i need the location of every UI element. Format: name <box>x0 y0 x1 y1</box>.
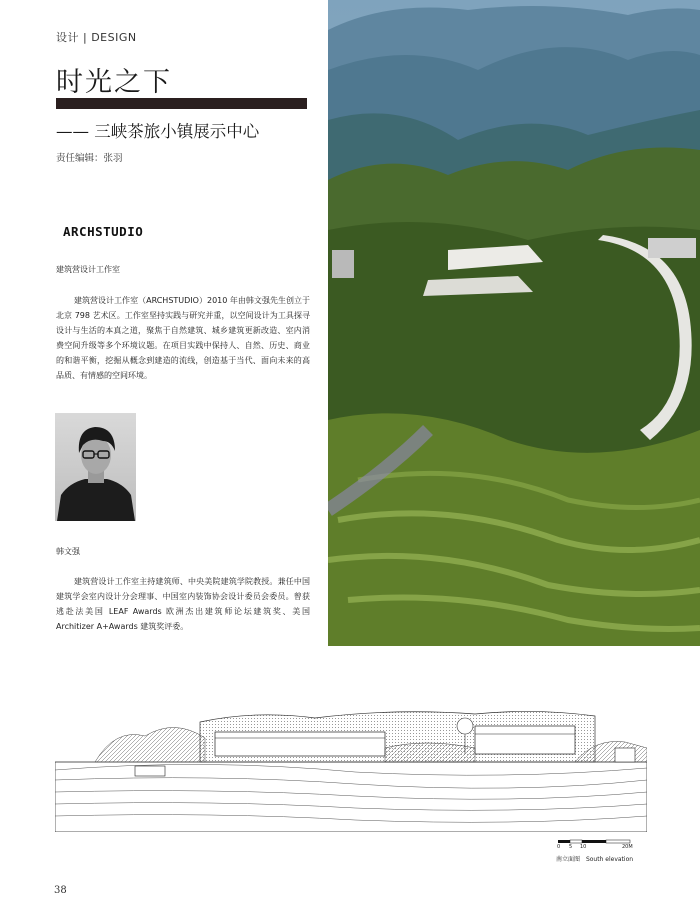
scale-caption-cn: 南立面图 <box>556 856 581 863</box>
page-number: 38 <box>54 885 67 896</box>
scale-tick: 0 <box>557 844 561 850</box>
scale-tick: 10 <box>580 844 587 850</box>
article-subtitle: —— 三峡茶旅小镇展示中心 <box>56 122 260 141</box>
architect-name: 韩文强 <box>56 547 80 556</box>
scale-caption-en: South elevation <box>585 856 634 863</box>
architect-portrait <box>55 413 136 521</box>
section-tag: 设计 | DESIGN <box>56 31 137 44</box>
studio-description: 建筑营设计工作室（ARCHSTUDIO）2010 年由韩文强先生创立于北京 798 艺术区。工作室坚持实践与研究并重，以空间设计为工具探寻设计与生活的本真之道，聚焦于自然建筑、城乡建筑更新改造、室内消费空间升级等多个环境议题。在项目实践中保持人、自然、历史、商业的和谐平衡，挖掘从概念到建造的流线，创造基于当代、面向未来的高品质、有情感的空间环境。 <box>56 296 310 380</box>
article-title: 时光之下 <box>56 67 172 98</box>
archstudio-logo: ARCHSTUDIO <box>63 224 144 239</box>
scale-tick: 5 <box>569 844 573 850</box>
aerial-photo <box>328 0 700 646</box>
studio-name: 建筑营设计工作室 <box>56 265 120 274</box>
title-bar <box>56 98 307 109</box>
scale-tick: 20M <box>622 844 633 850</box>
architect-description: 建筑营设计工作室主持建筑师、中央美院建筑学院教授。兼任中国建筑学会室内设计分会理事、中国室内装饰协会设计委员会委员。曾获逃赴法美国 LEAF Awards 欧洲杰出建筑师论坛建筑奖、美国 Architizer A+Awards 建筑奖评委。 <box>56 577 310 631</box>
editor-credit: 责任编辑：张羽 <box>56 153 123 164</box>
scale-bar <box>556 838 636 868</box>
south-elevation-drawing <box>55 708 647 832</box>
